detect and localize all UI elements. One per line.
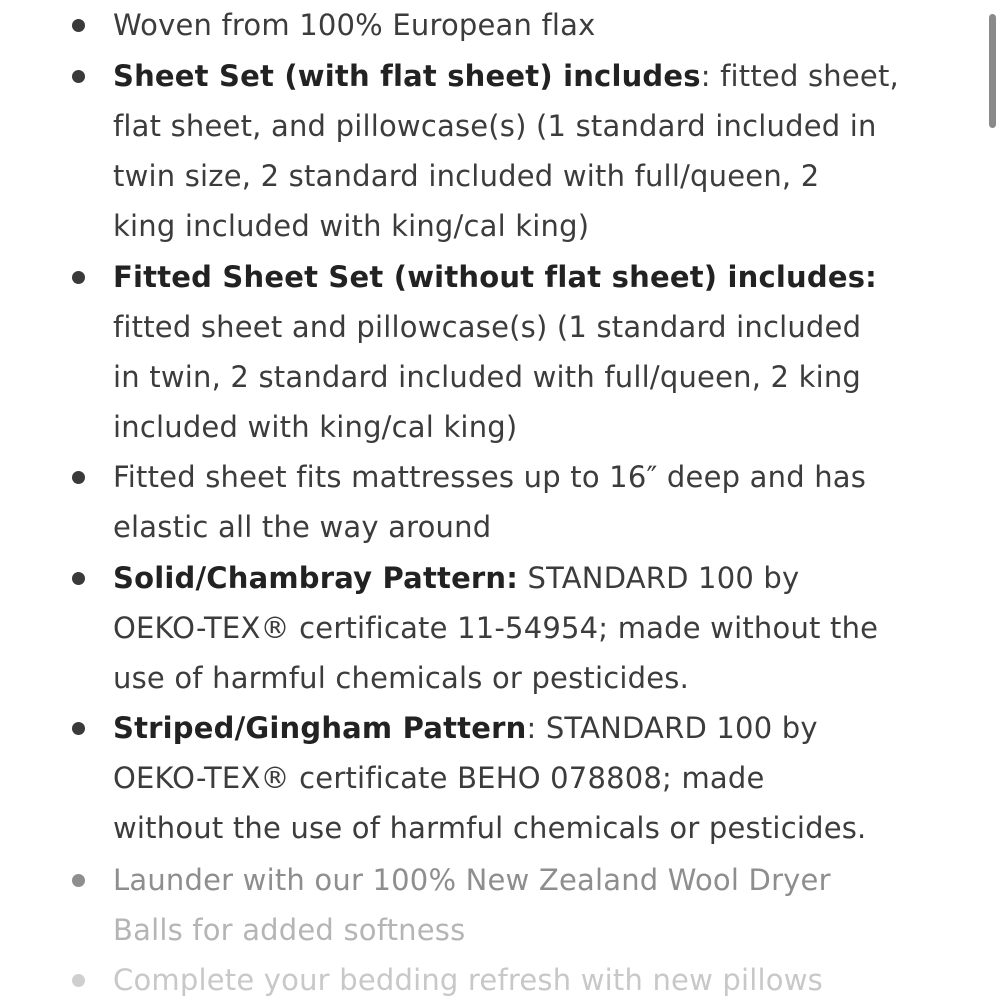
bullet-dot-icon [72,974,85,987]
feature-line: Complete your bedding refresh with new pillows [113,963,823,997]
feature-line: fitted sheet and pillowcase(s) (1 standard included [113,310,862,344]
bullet-dot-icon [72,19,85,32]
feature-line: OEKO-TEX® certificate BEHO 078808; made [113,761,765,795]
feature-line: king included with king/cal king) [113,209,590,243]
bullet-dot-icon [72,471,85,484]
feature-line: flat sheet, and pillowcase(s) (1 standard included in [113,109,877,143]
feature-line: without the use of harmful chemicals or pesticides. [113,811,867,845]
feature-line: OEKO-TEX® certificate 11-54954; made without the [113,611,879,645]
bullet-dot-icon [72,722,85,735]
feature-line: Woven from 100% European flax [113,8,596,42]
bullet-dot-icon [72,572,85,585]
feature-line: in twin, 2 standard included with full/queen, 2 king [113,360,862,394]
feature-heading: Sheet Set (with flat sheet) includes [113,59,701,93]
feature-heading: Solid/Chambray Pattern: [113,561,519,595]
feature-line: Solid/Chambray Pattern: STANDARD 100 by [113,561,800,595]
feature-line: Launder with our 100% New Zealand Wool Dryer [113,863,831,897]
feature-line [113,252,877,302]
feature-heading: Fitted Sheet Set (without flat sheet) includes: [113,260,877,294]
feature-line: Fitted sheet fits mattresses up to 16″ deep and has [113,460,867,494]
feature-line: Striped/Gingham Pattern: STANDARD 100 by [113,711,818,745]
feature-line: Sheet Set (with flat sheet) includes: fitted sheet, [113,59,899,93]
feature-line: Balls for added softness [113,913,466,947]
bullet-dot-icon [72,874,85,887]
bullet-dot-icon [72,271,85,284]
vertical-scrollbar[interactable] [989,14,996,128]
feature-line: elastic all the way around [113,510,492,544]
feature-line: included with king/cal king) [113,410,518,444]
feature-line: use of harmful chemicals or pesticides. [113,661,690,695]
feature-line: twin size, 2 standard included with full/queen, 2 [113,159,820,193]
feature-heading: Striped/Gingham Pattern [113,711,527,745]
bullet-dot-icon [72,70,85,83]
